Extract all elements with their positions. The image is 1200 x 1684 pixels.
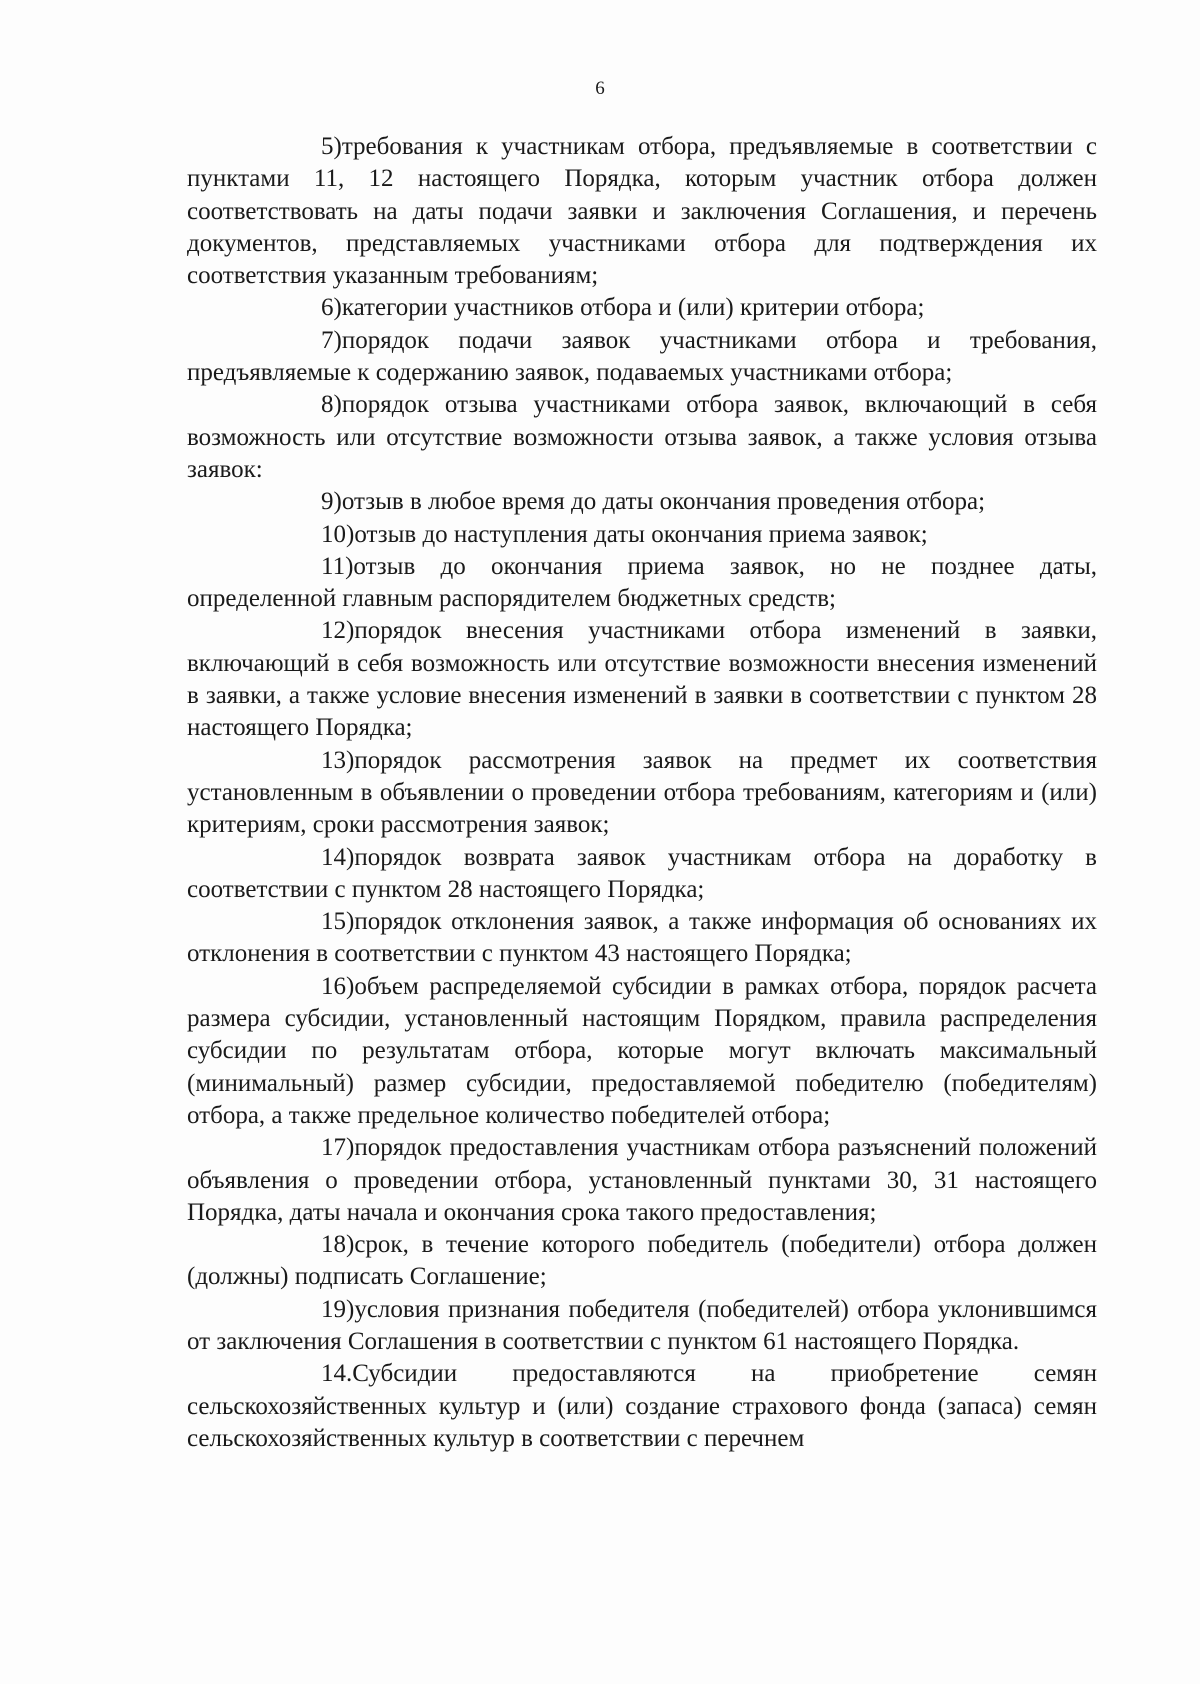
item-number: 12): [321, 617, 355, 645]
item-number: 11): [321, 552, 354, 580]
item-number: 8): [321, 391, 342, 419]
item-text: порядок отзыва участниками отбора заявок, включающий в себя возможность или отсутствие возможности отзыва заявок, а также условия отзыва заявок:: [187, 391, 1097, 483]
item-text: отзыв до наступления даты окончания приема заявок;: [354, 520, 928, 548]
item-number: 18): [321, 1231, 355, 1259]
item-number: 19): [321, 1295, 355, 1323]
item-text: порядок возврата заявок участникам отбора на доработку в соответствии с пунктом 28 настоящего Порядка;: [187, 843, 1097, 903]
item-number: 9): [321, 488, 342, 516]
item-number: 6): [321, 294, 342, 322]
list-item: [187, 1294, 1097, 1359]
item-number: 10): [321, 520, 355, 548]
list-item: [187, 519, 1097, 551]
item-text: порядок подачи заявок участниками отбора и требования, предъявляемые к содержанию заявок, подаваемых участниками отбора;: [187, 326, 1097, 387]
item-text: категории участников отбора и (или) критерии отбора;: [341, 294, 925, 322]
list-item: [187, 325, 1097, 390]
section-number: 14.: [321, 1360, 353, 1388]
section-paragraph: [187, 1358, 1097, 1455]
page-number: 6: [595, 78, 605, 99]
list-item: [187, 1132, 1097, 1229]
section-text: Субсидии предоставляются на приобретение семян сельскохозяйственных культур и (или) создание страхового фонда (запаса) семян сельскохозяйственных культур в соответствии с перечнем: [187, 1360, 1097, 1452]
list-item: [187, 1229, 1097, 1294]
item-number: 5): [321, 133, 342, 160]
item-number: 7): [321, 326, 342, 354]
document-body: [187, 131, 1097, 1455]
item-text: требования к участникам отбора, предъявляемые в соответствии с пунктами 11, 12 настоящего Порядка, которым участник отбора должен соответствовать на даты подачи заявки и заключения Соглашения, и перечень документов, представляемых участниками отбора для подтверждения их соответствия указанным требованиям;: [187, 133, 1097, 290]
list-item: [187, 486, 1097, 518]
list-item: [187, 551, 1097, 616]
item-text: срок, в течение которого победитель (победители) отбора должен (должны) подписать Соглашение;: [187, 1231, 1097, 1291]
item-text: отзыв до окончания приема заявок, но не позднее даты, определенной главным распорядителем бюджетных средств;: [187, 552, 1097, 613]
list-item: [187, 971, 1097, 1132]
item-text: порядок рассмотрения заявок на предмет их соответствия установленным в объявлении о проведении отбора требованиям, категориям и (или) критериям, сроки рассмотрения заявок;: [187, 746, 1097, 839]
item-number: 17): [321, 1134, 355, 1162]
item-number: 15): [321, 908, 355, 936]
item-number: 14): [321, 843, 355, 871]
list-item: [187, 842, 1097, 907]
list-item: [187, 906, 1097, 971]
item-text: условия признания победителя (победителей) отбора уклонившимся от заключения Соглашения в соответствии с пунктом 61 настоящего Порядка.: [187, 1295, 1097, 1355]
item-text: порядок предоставления участникам отбора разъяснений положений объявления о проведении отбора, установленный пунктами 30, 31 настоящего Порядка, даты начала и окончания срока такого предоставления;: [187, 1134, 1097, 1226]
list-item: [187, 615, 1097, 744]
item-text: отзыв в любое время до даты окончания проведения отбора;: [341, 488, 986, 516]
list-item: [187, 292, 1097, 324]
item-number: 16): [321, 972, 355, 1000]
item-text: объем распределяемой субсидии в рамках отбора, порядок расчета размера субсидии, установленный настоящим Порядком, правила распределения субсидии по результатам отбора, которые могут включать максимальный (минимальный) размер субсидии, предоставляемой победителю (победителям) отбора, а также предельное количество победителей отбора;: [187, 972, 1097, 1129]
item-text: порядок внесения участниками отбора изменений в заявки, включающий в себя возможность или отсутствие возможности внесения изменений в заявки, а также условие внесения изменений в заявки в соответствии с пунктом 28 настоящего Порядка;: [187, 617, 1097, 742]
list-item: [187, 745, 1097, 842]
item-number: 13): [321, 746, 355, 774]
list-item: [187, 389, 1097, 486]
item-text: порядок отклонения заявок, а также информация об основаниях их отклонения в соответствии с пунктом 43 настоящего Порядка;: [187, 908, 1097, 968]
list-item: [187, 131, 1097, 292]
